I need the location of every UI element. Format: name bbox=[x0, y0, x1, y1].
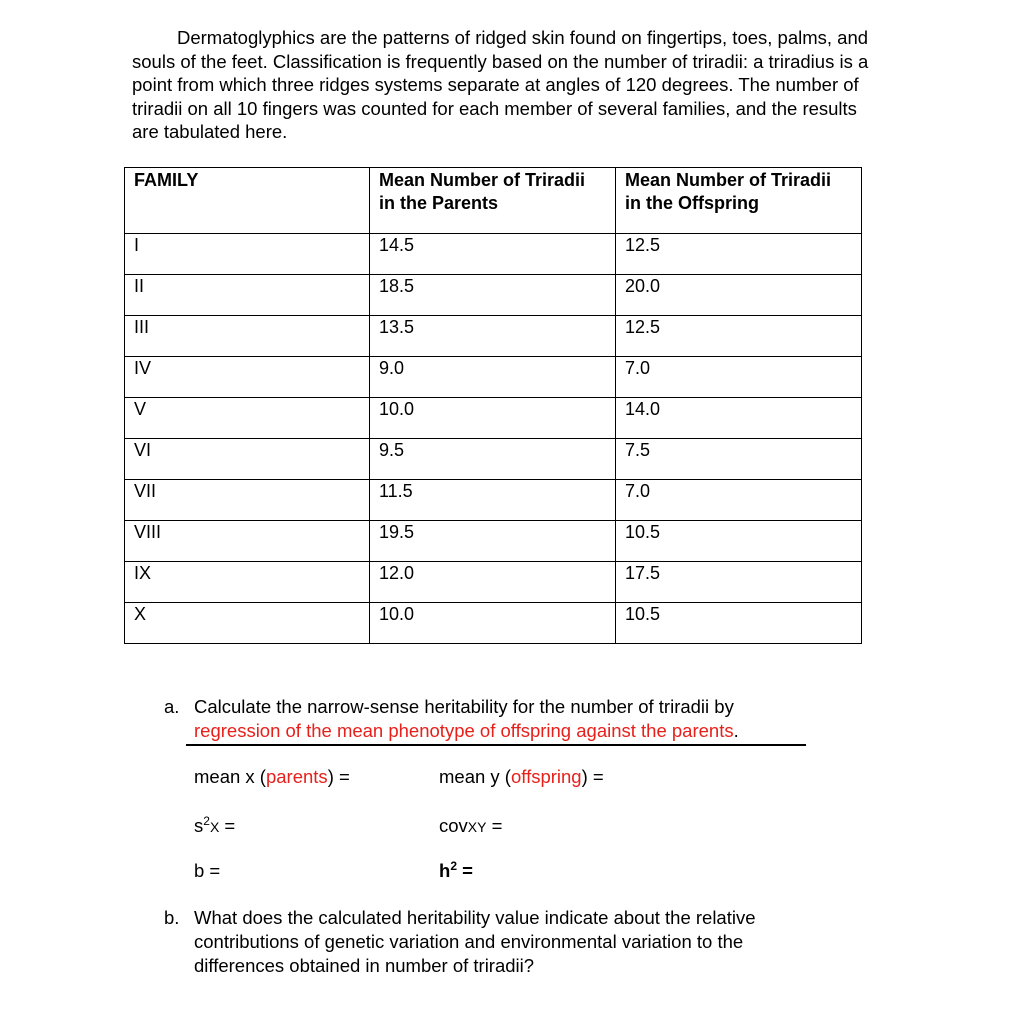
offspring-cell: 7.0 bbox=[616, 480, 862, 521]
family-cell: VIII bbox=[125, 521, 370, 562]
table-row bbox=[125, 521, 862, 562]
parents-cell: 11.5 bbox=[370, 480, 616, 521]
triradii-table bbox=[124, 167, 862, 644]
parents-cell: 18.5 bbox=[370, 275, 616, 316]
question-a-letter: a. bbox=[164, 696, 180, 717]
question-a-text-red: regression of the mean phenotype of offspring against the parents bbox=[194, 720, 734, 741]
table-header-row bbox=[125, 168, 862, 234]
family-cell: IV bbox=[125, 357, 370, 398]
divider-line bbox=[186, 744, 806, 746]
question-b-text: What does the calculated heritability value indicate about the relative contributions of genetic variation and environmental variation to the differences obtained in number of triradii? bbox=[194, 907, 756, 976]
offspring-cell: 7.0 bbox=[616, 357, 862, 398]
offspring-cell: 7.5 bbox=[616, 439, 862, 480]
intro-paragraph: Dermatoglyphics are the patterns of ridged skin found on fingertips, toes, palms, and souls of the feet. Classification is frequently based on the number of triradii: a triradius is a point from which three ridges systems separate at angles of 120 degrees. The number of triradii on all 10 fingers was counted for each member of several families, and the results are tabulated here. bbox=[132, 27, 869, 142]
mean-x-field bbox=[194, 765, 350, 789]
mean-x-parents: parents bbox=[265, 766, 328, 787]
cov-eq: = bbox=[486, 815, 503, 836]
family-cell: X bbox=[125, 603, 370, 644]
table-row bbox=[125, 480, 862, 521]
mean-x-label: mean x ( bbox=[194, 766, 266, 787]
question-a-period: . bbox=[733, 720, 739, 741]
s2x-sub: X bbox=[209, 819, 220, 835]
cov-base: cov bbox=[439, 815, 468, 836]
question-b-letter: b. bbox=[164, 907, 180, 928]
offspring-cell: 12.5 bbox=[616, 234, 862, 275]
parents-cell: 10.0 bbox=[370, 603, 616, 644]
mean-y-offspring: offspring bbox=[510, 766, 582, 787]
parents-cell: 13.5 bbox=[370, 316, 616, 357]
offspring-cell: 10.5 bbox=[616, 521, 862, 562]
table-row bbox=[125, 439, 862, 480]
table-row bbox=[125, 316, 862, 357]
family-cell: VI bbox=[125, 439, 370, 480]
question-a-text bbox=[194, 695, 834, 743]
b-field: b = bbox=[194, 860, 221, 881]
parents-cell: 9.5 bbox=[370, 439, 616, 480]
cov-field bbox=[439, 814, 502, 839]
parents-cell: 10.0 bbox=[370, 398, 616, 439]
offspring-cell: 14.0 bbox=[616, 398, 862, 439]
offspring-cell: 17.5 bbox=[616, 562, 862, 603]
cov-sub: XY bbox=[467, 819, 487, 835]
h2-eq: = bbox=[457, 860, 473, 881]
question-a-text-black: Calculate the narrow-sense heritability for the number of triradii by bbox=[194, 696, 734, 717]
table-row bbox=[125, 275, 862, 316]
parents-cell: 9.0 bbox=[370, 357, 616, 398]
table-row bbox=[125, 562, 862, 603]
header-family: FAMILY bbox=[125, 168, 370, 234]
table-row bbox=[125, 357, 862, 398]
mean-y-eq: ) = bbox=[581, 766, 604, 787]
parents-cell: 12.0 bbox=[370, 562, 616, 603]
offspring-cell: 10.5 bbox=[616, 603, 862, 644]
parents-cell: 19.5 bbox=[370, 521, 616, 562]
family-cell: III bbox=[125, 316, 370, 357]
table-row bbox=[125, 234, 862, 275]
h2-sup: 2 bbox=[450, 858, 457, 873]
family-cell: V bbox=[125, 398, 370, 439]
s2x-field bbox=[194, 814, 235, 839]
h2-base: h bbox=[439, 860, 451, 881]
mean-y-label: mean y ( bbox=[439, 766, 511, 787]
offspring-cell: 12.5 bbox=[616, 316, 862, 357]
mean-y-field bbox=[439, 765, 604, 789]
s2x-eq: = bbox=[219, 815, 236, 836]
table-row bbox=[125, 398, 862, 439]
s2x-base: s bbox=[194, 815, 204, 836]
family-cell: VII bbox=[125, 480, 370, 521]
offspring-cell: 20.0 bbox=[616, 275, 862, 316]
mean-x-eq: ) = bbox=[327, 766, 350, 787]
s2x-sup: 2 bbox=[203, 813, 210, 828]
header-offspring: Mean Number of Triradii in the Offspring bbox=[616, 168, 862, 234]
header-parents: Mean Number of Triradii in the Parents bbox=[370, 168, 616, 234]
family-cell: II bbox=[125, 275, 370, 316]
parents-cell: 14.5 bbox=[370, 234, 616, 275]
table-row bbox=[125, 603, 862, 644]
family-cell: I bbox=[125, 234, 370, 275]
h2-field bbox=[439, 859, 473, 883]
family-cell: IX bbox=[125, 562, 370, 603]
